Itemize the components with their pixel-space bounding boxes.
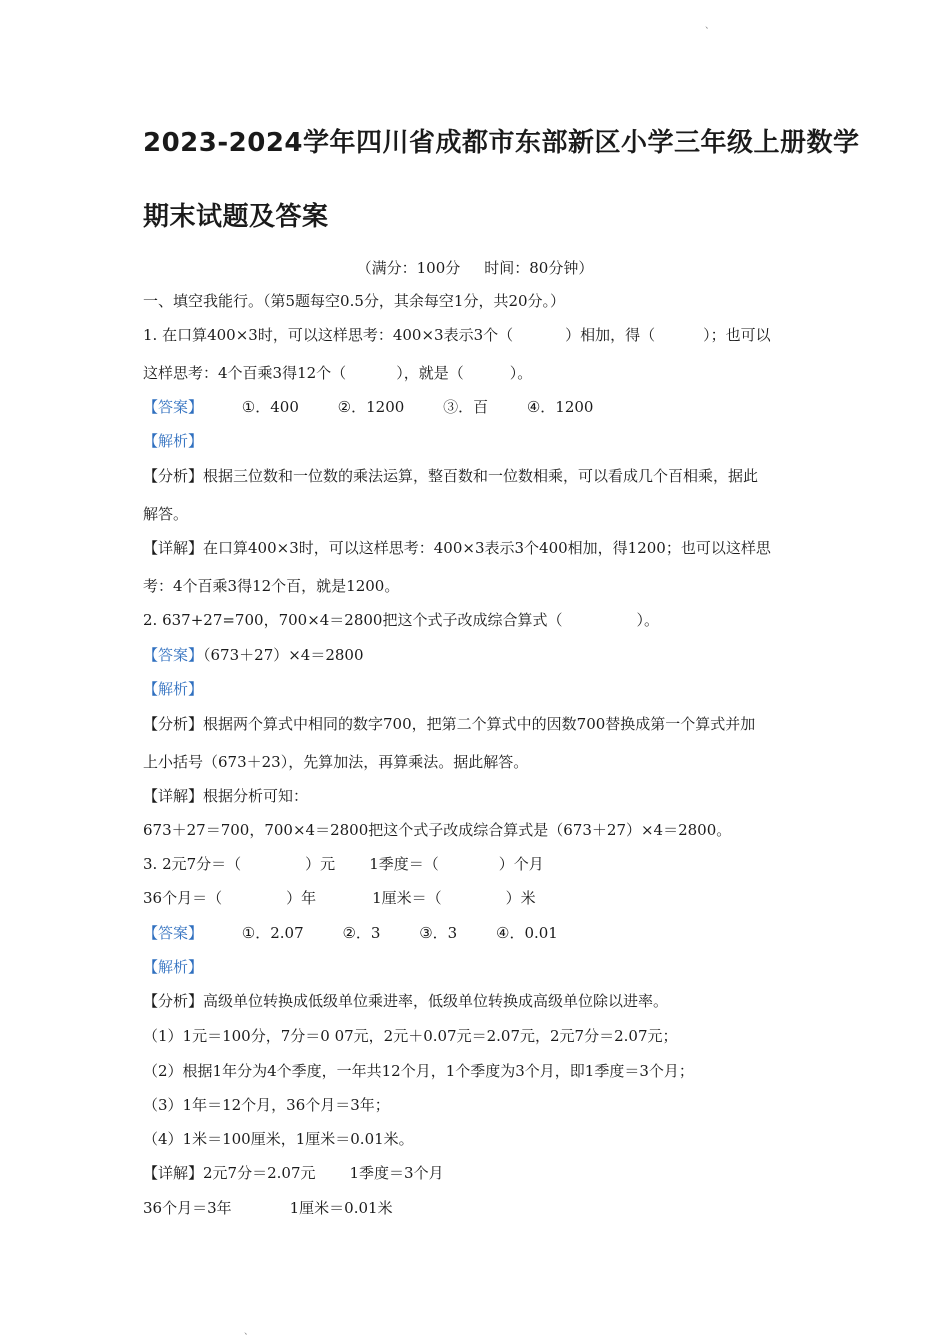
answer-item: ④．0.01 xyxy=(496,924,558,942)
corner-mark: 、 xyxy=(244,1327,254,1337)
answer-tag: 【答案】 xyxy=(143,646,204,664)
q3-step-4: （4）1米＝100厘米，1厘米＝0.01米。 xyxy=(143,1130,414,1148)
section-heading: 一、填空我能行。（第5题每空0.5分，其余每空1分，共20分。） xyxy=(143,292,566,310)
answer-item: ④．1200 xyxy=(526,398,594,416)
analysis-tag: 【解析】 xyxy=(143,680,204,698)
answer-item: ②．3 xyxy=(342,924,381,942)
answer-row-q2 xyxy=(143,648,364,663)
answer-item: ②．1200 xyxy=(337,398,405,416)
exam-meta xyxy=(0,261,950,276)
answer-row-q1 xyxy=(143,400,593,415)
question-2: 2. 637+27=700，700×4＝2800把这个式子改成综合算式（ ）。 xyxy=(143,611,659,629)
corner-mark: 、 xyxy=(705,21,715,31)
question-1-line2: 这样思考：4个百乘3得12个（ ），就是（ ）。 xyxy=(143,364,533,382)
q3-step-1: （1）1元＝100分，7分＝0 07元，2元＋0.07元＝2.07元，2元7分＝2.07元； xyxy=(143,1027,678,1045)
fenxi-q1-line2: 解答。 xyxy=(143,505,189,523)
fenxi-q1-line1: 【分析】根据三位数和一位数的乘法运算，整百数和一位数相乘，可以看成几个百相乘，据此 xyxy=(143,467,759,485)
fenxi-q2-line2: 上小括号（673＋23），先算加法，再算乘法。据此解答。 xyxy=(143,753,529,771)
question-3-line2: 36个月＝（ ）年 1厘米＝（ ）米 xyxy=(143,889,536,907)
fenxi-q2-line1: 【分析】根据两个算式中相同的数字700，把第二个算式中的因数700替换成第一个算式并加 xyxy=(143,715,756,733)
question-1-line1: 1. 在口算400×3时，可以这样思考：400×3表示3个（ ）相加，得（ ）；也可以 xyxy=(143,326,771,344)
fenxi-q3: 【分析】高级单位转换成低级单位乘进率，低级单位转换成高级单位除以进率。 xyxy=(143,992,669,1010)
xiangjie-q1-line1: 【详解】在口算400×3时，可以这样思考：400×3表示3个400相加，得1200；也可以这样思 xyxy=(143,539,771,557)
answer-item: ③．3 xyxy=(419,924,458,942)
answer-row-q3 xyxy=(143,926,558,941)
xiangjie-q2: 【详解】根据分析可知： xyxy=(143,787,309,805)
q3-step-2: （2）根据1年分为4个季度，一年共12个月，1个季度为3个月，即1季度＝3个月； xyxy=(143,1062,694,1080)
xiangjie-q3: 【详解】2元7分＝2.07元 1季度＝3个月 xyxy=(143,1164,444,1182)
answer-item: ①．2.07 xyxy=(241,924,304,942)
xiangjie-q1-line2: 考：4个百乘3得12个百，就是1200。 xyxy=(143,577,400,595)
full-score: （满分：100分 xyxy=(356,259,461,277)
q3-step-3: （3）1年＝12个月，36个月＝3年； xyxy=(143,1096,390,1114)
answer-tag: 【答案】 xyxy=(143,398,204,416)
answer-tag: 【答案】 xyxy=(143,924,204,942)
answer-item: ③．百 xyxy=(443,398,489,416)
xiangjie-q3-continued: 36个月＝3年 1厘米＝0.01米 xyxy=(143,1199,393,1217)
q2-result: 673＋27＝700，700×4＝2800把这个式子改成综合算式是（673＋27）×4＝2800。 xyxy=(143,821,732,839)
analysis-tag: 【解析】 xyxy=(143,958,204,976)
document-title-line1: 2023-2024学年四川省成都市东部新区小学三年级上册数学 xyxy=(143,128,860,158)
question-3-line1: 3. 2元7分＝（ ）元 1季度＝（ ）个月 xyxy=(143,855,544,873)
answer-item: ①．400 xyxy=(241,398,299,416)
analysis-tag: 【解析】 xyxy=(143,432,204,450)
answer-item: （673＋27）×4＝2800 xyxy=(203,646,364,664)
exam-time: 时间：80分钟） xyxy=(484,259,594,277)
document-title-line2: 期末试题及答案 xyxy=(143,202,329,232)
